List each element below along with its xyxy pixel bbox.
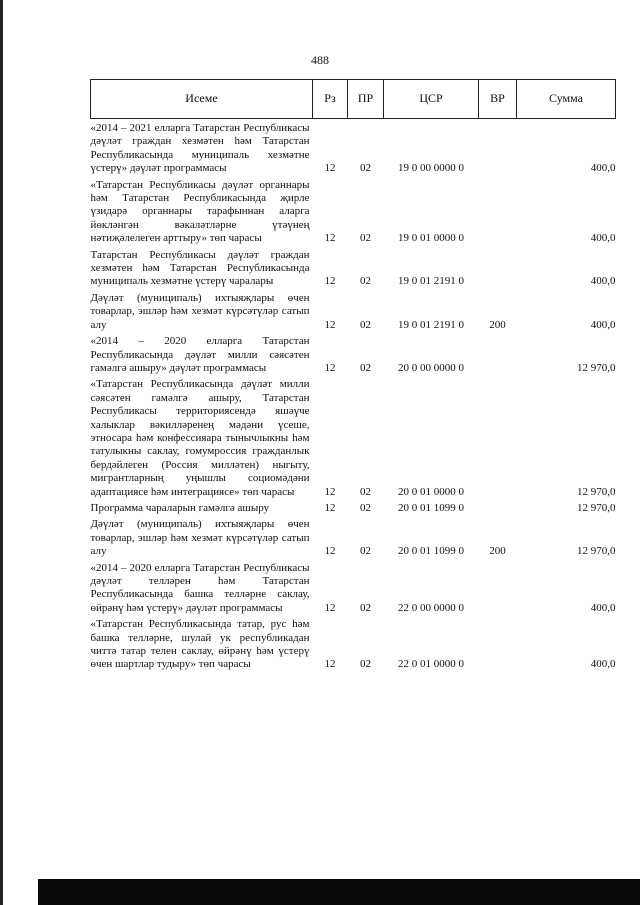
table-row (91, 246, 616, 289)
row-vr (479, 332, 517, 375)
row-pr: 02 (360, 361, 371, 374)
table-row (91, 559, 616, 616)
row-vr (479, 119, 517, 176)
row-pr: 02 (360, 545, 371, 558)
table-row (91, 499, 616, 515)
row-csr: 19 0 01 0000 0 (398, 232, 464, 245)
row-vr (479, 246, 517, 289)
row-vr: 200 (489, 545, 506, 558)
row-csr: 19 0 00 0000 0 (398, 162, 464, 175)
row-rz: 12 (324, 232, 336, 245)
budget-table (90, 79, 616, 672)
row-sum: 400,0 (590, 275, 616, 288)
row-vr (479, 375, 517, 499)
column-header-rz: Рз (313, 80, 348, 119)
row-sum: 12 970,0 (577, 361, 616, 374)
row-rz: 12 (324, 545, 336, 558)
row-csr: 20 0 01 1099 0 (398, 545, 464, 558)
row-vr: 200 (489, 318, 506, 331)
row-name: «2014 – 2021 елларга Татарстан Республикасы дәүләт граждан хезмәтен һәм Татарстан Республикасында муниципаль хезмәтне үстерү» дәүләт программасы (90, 122, 310, 175)
column-header-sum: Сумма (517, 80, 616, 119)
column-header-name: Исеме (91, 80, 313, 119)
row-csr: 22 0 01 0000 0 (398, 658, 464, 671)
row-rz: 12 (324, 601, 336, 614)
table-row (91, 332, 616, 375)
row-csr: 22 0 00 0000 0 (398, 601, 464, 614)
row-vr (479, 615, 517, 672)
row-rz: 12 (324, 162, 336, 175)
column-header-csr: ЦСР (384, 80, 479, 119)
row-sum: 400,0 (590, 601, 616, 614)
row-csr: 20 0 01 1099 0 (398, 501, 464, 514)
row-name: Татарстан Республикасы дәүләт граждан хезмәтен һәм Татарстан Республикасында муниципаль хезмәтне үстерү чаралары (90, 248, 310, 288)
row-sum: 12 970,0 (577, 485, 616, 498)
row-name: Программа чараларын гамәлгә ашыру (90, 501, 270, 514)
row-pr: 02 (360, 501, 371, 514)
scan-bottom-border (38, 879, 640, 905)
row-vr (479, 176, 517, 246)
row-pr: 02 (360, 601, 371, 614)
table-row (91, 289, 616, 332)
row-pr: 02 (360, 275, 371, 288)
table-header-row (91, 80, 616, 119)
row-pr: 02 (360, 485, 371, 498)
row-rz: 12 (324, 361, 336, 374)
row-pr: 02 (360, 162, 371, 175)
row-rz: 12 (324, 318, 336, 331)
row-pr: 02 (360, 658, 371, 671)
row-pr: 02 (360, 232, 371, 245)
row-vr (479, 559, 517, 616)
budget-table-container (90, 79, 615, 672)
row-sum: 400,0 (590, 318, 616, 331)
table-row (91, 119, 616, 176)
row-rz: 12 (324, 501, 336, 514)
page-number: 488 (311, 53, 329, 67)
row-name: «2014 – 2020 елларга Татарстан Республикасы дәүләт телләрен һәм Татарстан Республикасында башка телләрне саклау, өйрәнү һәм үстерү» дәүләт программасы (90, 561, 310, 614)
row-sum: 400,0 (590, 658, 616, 671)
row-rz: 12 (324, 485, 336, 498)
row-name: Дәүләт (муниципаль) ихтыяҗлары өчен товарлар, эшләр һәм хезмәт күрсәтүләр сатып алу (90, 518, 310, 558)
row-pr: 02 (360, 318, 371, 331)
table-row (91, 375, 616, 499)
row-name: Дәүләт (муниципаль) ихтыяҗлары өчен товарлар, эшләр һәм хезмәт күрсәтүләр сатып алу (90, 291, 310, 331)
row-csr: 19 0 01 2191 0 (398, 318, 464, 331)
column-header-vr: ВР (479, 80, 517, 119)
scan-edge (0, 0, 3, 905)
table-row (91, 176, 616, 246)
row-name: «2014 – 2020 елларга Татарстан Республикасында дәүләт милли сәясәтен гамәлгә ашыру» дәүләт программасы (90, 335, 310, 374)
row-csr: 20 0 00 0000 0 (398, 361, 464, 374)
column-header-pr: ПР (348, 80, 384, 119)
row-csr: 20 0 01 0000 0 (398, 485, 464, 498)
row-sum: 12 970,0 (577, 545, 616, 558)
row-rz: 12 (324, 275, 336, 288)
row-rz: 12 (324, 658, 336, 671)
row-sum: 12 970,0 (577, 501, 616, 514)
row-sum: 400,0 (590, 162, 616, 175)
table-row (91, 515, 616, 558)
table-row (91, 615, 616, 672)
row-vr (479, 499, 517, 515)
row-name: «Татарстан Республикасында дәүләт милли сәясәтен гамәлгә ашыру, Татарстан Республикасы территориясендә яшәүче халыклар вәкилләренең мәдәни үсеше, этносара һәм конфессияара тынычлыкны һәм татулыкны саклау, гомумроссия гражданлык бердәйлеген (Россия милләтен) ныгыту, мигрантларның уңышлы социомәдәни адаптациясе һәм интеграциясе» төп чарасы (90, 378, 310, 498)
row-name: «Татарстан Республикасында татар, рус һәм башка телләрне, шулай ук республикадан читтә татар телен саклау, өйрәнү һәм үстерү өчен шартлар тудыру» төп чарасы (90, 618, 310, 671)
row-sum: 400,0 (590, 232, 616, 245)
row-csr: 19 0 01 2191 0 (398, 275, 464, 288)
row-name: «Татарстан Республикасы дәүләт органнары һәм Татарстан Республикасында җирле үзидарә органнары тарафыннан аларга йөкләнгән вәкаләтләрне үтәүнең нәтиҗәлелеген арттыру» төп чарасы (90, 178, 310, 245)
